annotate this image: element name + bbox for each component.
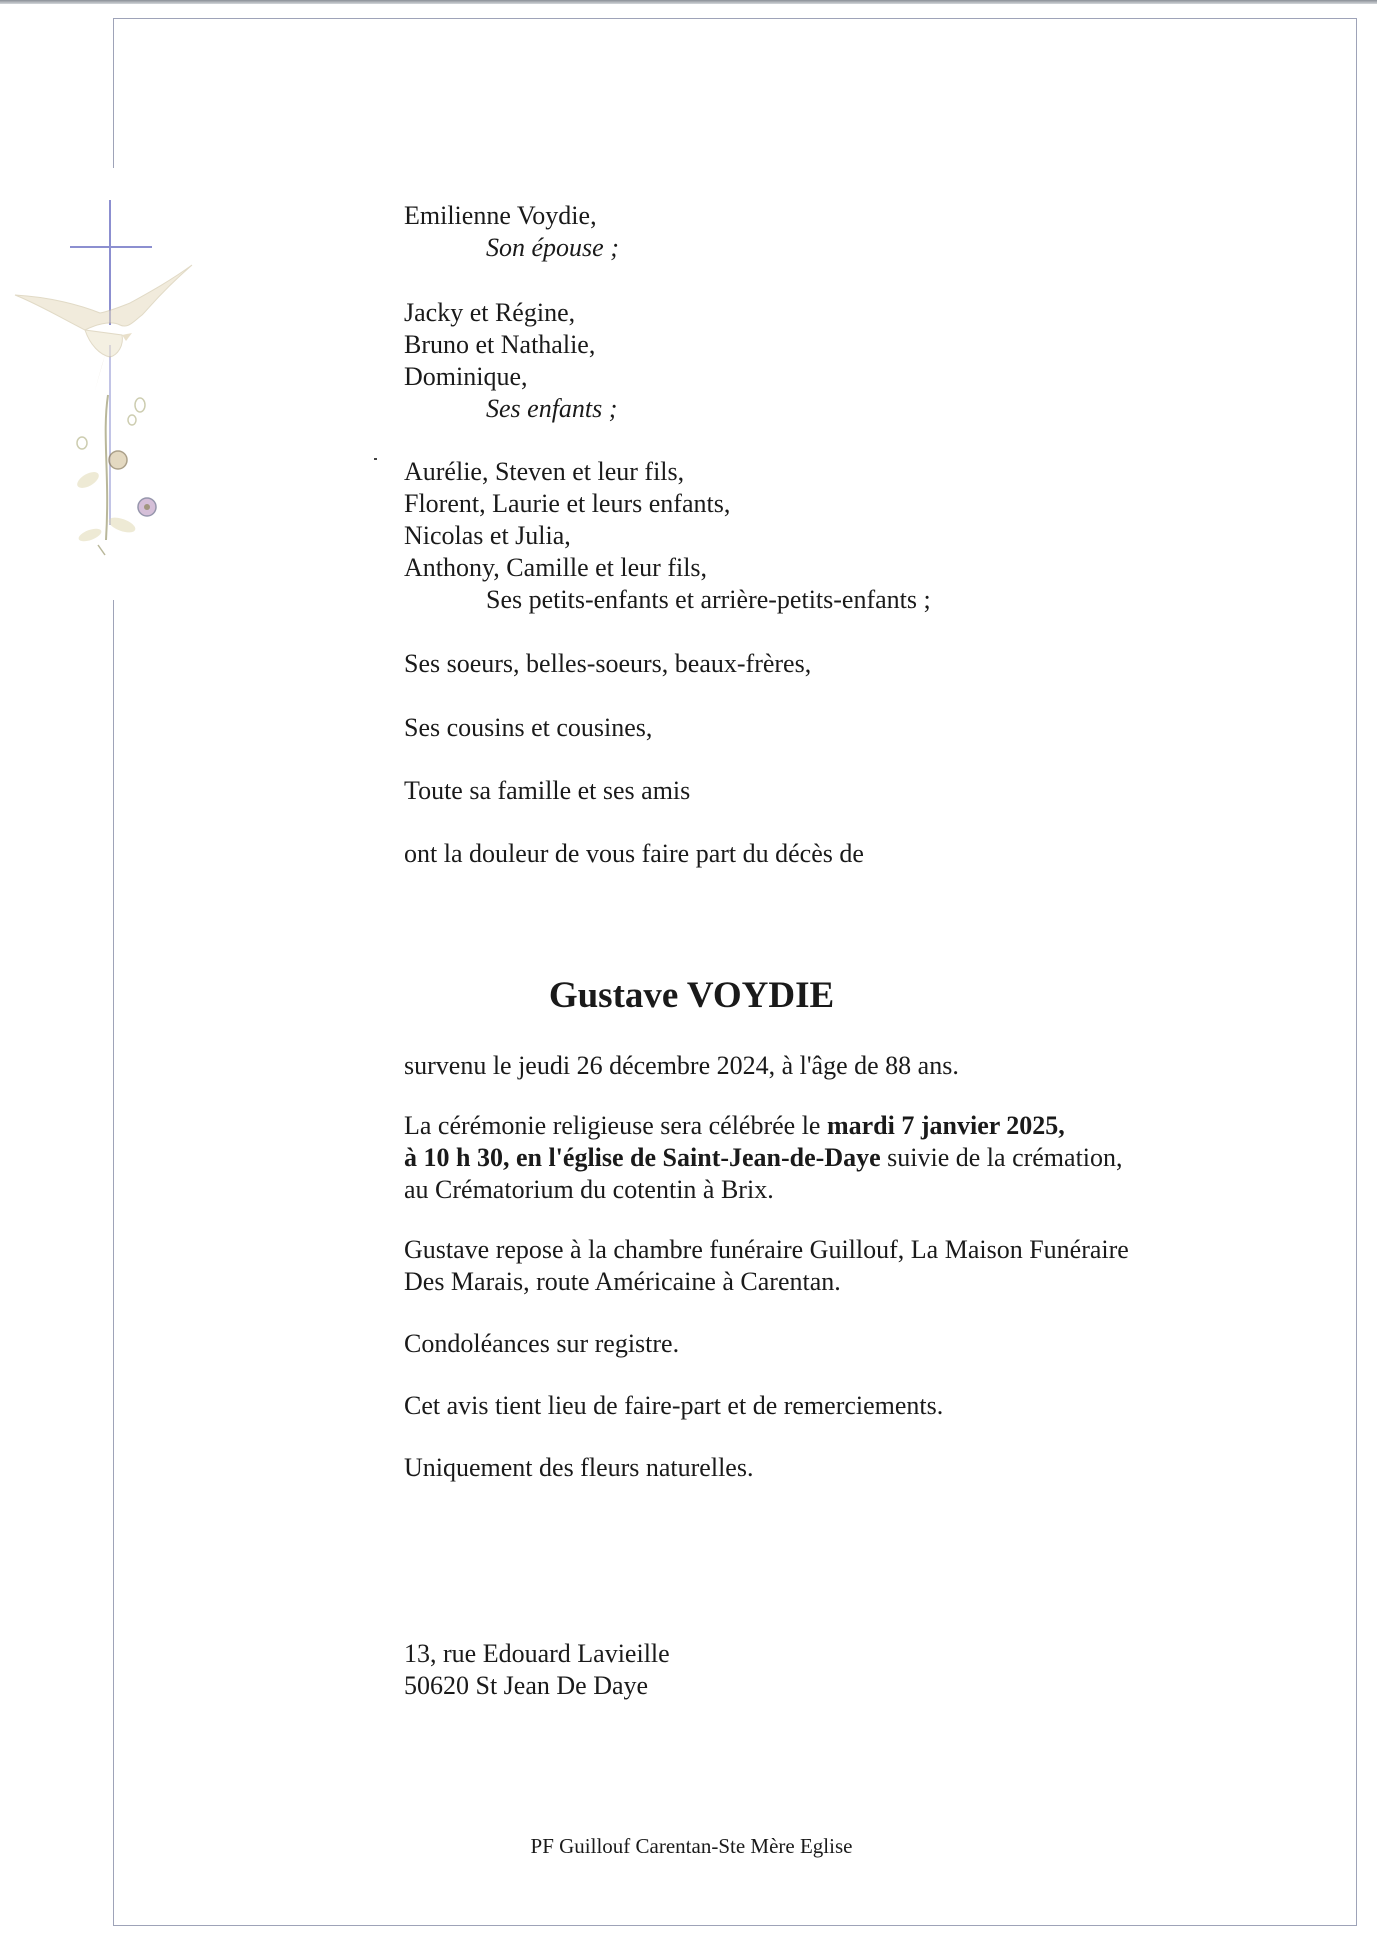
dove-icon [15,265,192,390]
flower-icon [75,395,156,555]
family-friends-line: Toute sa famille et ses amis [404,776,691,805]
repose-line-2: Des Marais, route Américaine à Carentan. [404,1267,841,1296]
address-street: 13, rue Edouard Lavieille [404,1639,670,1668]
siblings-line: Ses soeurs, belles-soeurs, beaux-frères, [404,649,812,678]
deceased-name [0,974,1377,1018]
death-notice: survenu le jeudi 26 décembre 2024, à l'âge de 88 ans. [404,1051,959,1080]
deceased-name-text: Gustave VOYDIE [548,975,835,1016]
ceremony-line-1 [404,1110,1065,1142]
grandchild-name: Anthony, Camille et leur fils, [404,553,708,582]
flowers-line: Uniquement des fleurs naturelles. [404,1453,754,1482]
condolences-line: Condoléances sur registre. [404,1329,680,1358]
ceremony-line-3: au Crématorium du cotentin à Brix. [404,1175,774,1204]
ceremony-date: mardi 7 janvier 2025, [826,1111,1065,1140]
repose-line-1: Gustave repose à la chambre funéraire Guillouf, La Maison Funéraire [404,1235,1129,1264]
grandchild-name: Nicolas et Julia, [404,521,571,550]
announcement-line: ont la douleur de vous faire part du décès de [404,839,864,868]
ceremony-line-1-text: La cérémonie religieuse sera célébrée le [404,1111,827,1140]
grandchild-name: Florent, Laurie et leurs enfants, [404,489,731,518]
cousins-line: Ses cousins et cousines, [404,713,653,742]
page-border [113,18,1357,1926]
funeral-home-footer [0,1832,1377,1860]
children-relation: Ses enfants ; [486,394,618,423]
child-name: Dominique, [404,362,528,391]
child-name: Bruno et Nathalie, [404,330,596,359]
notice-line: Cet avis tient lieu de faire-part et de remerciements. [404,1391,944,1420]
cross-dove-ornament [10,195,200,595]
ceremony-line-2-text: suivie de la crémation, [880,1143,1123,1172]
child-name: Jacky et Régine, [404,298,576,327]
grandchild-name: Aurélie, Steven et leur fils, [404,457,685,486]
scan-speck [374,458,377,460]
address-city: 50620 St Jean De Daye [404,1671,649,1700]
ceremony-time-place: à 10 h 30, en l'église de Saint-Jean-de-Daye [404,1143,881,1172]
scan-edge [0,0,1377,4]
spouse-name: Emilienne Voydie, [404,201,597,230]
cross-icon [70,200,152,525]
spouse-relation: Son épouse ; [486,233,619,262]
ceremony-line-2 [404,1142,1123,1174]
grandchildren-relation: Ses petits-enfants et arrière-petits-enfants ; [486,585,931,614]
funeral-home-name: PF Guillouf Carentan-Ste Mère Eglise [530,1834,853,1858]
